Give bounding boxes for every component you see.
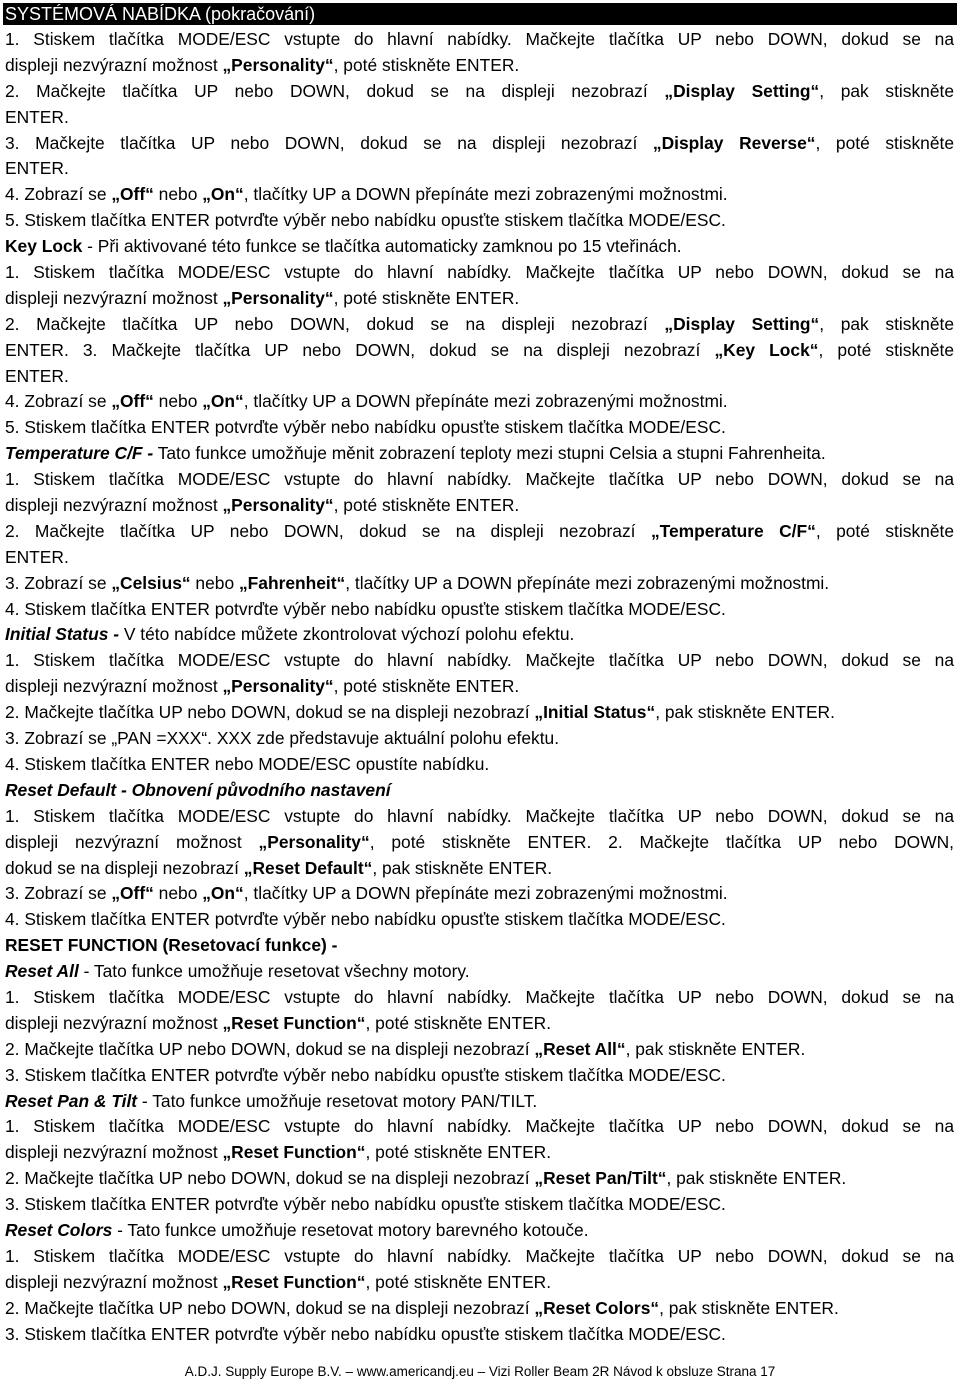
text-line [5, 389, 954, 415]
line-text: 1. Stiskem tlačítka MODE/ESC vstupte do hlavní nabídky. Mačkejte tlačítka UP nebo DOWN, dokud se na [5, 986, 954, 1007]
text-line [5, 933, 954, 959]
line-text: dokud se na displeji nezobrazí [5, 857, 244, 878]
text-line [5, 1114, 954, 1140]
text-line [5, 830, 954, 856]
line-text: nebo [153, 184, 203, 205]
line-text: 1. Stiskem tlačítka MODE/ESC vstupte do hlavní nabídky. Mačkejte tlačítka UP nebo DOWN, dokud se na [5, 29, 954, 49]
text-line [5, 1037, 954, 1063]
line-text: 3. Zobrazí se [5, 883, 112, 904]
emphasis-text: Reset All [5, 961, 79, 982]
text-line [5, 1063, 954, 1089]
emphasis-text: „Off“ [111, 883, 154, 904]
line-text: , pak stiskněte [819, 80, 954, 101]
line-text: - Při aktivované této funkce se tlačítka automaticky zamknou po 15 vteřinách. [82, 236, 682, 257]
emphasis-text: „Temperature C/F“ [650, 520, 816, 541]
text-line [5, 1218, 954, 1244]
line-text: 4. Stiskem tlačítka ENTER potvrďte výběr nebo nabídku opusťte stiskem tlačítka MODE/ESC. [5, 909, 726, 930]
line-text: displeji nezvýrazní možnost [5, 1271, 223, 1292]
emphasis-text: Reset Colors [5, 1219, 113, 1240]
line-text: displeji nezvýrazní možnost [5, 287, 223, 308]
line-text: - Tato funkce umožňuje resetovat motory PAN/TILT. [137, 1090, 538, 1111]
text-line [5, 415, 954, 441]
emphasis-text: „Personality“ [258, 831, 370, 852]
line-text: displeji nezvýrazní možnost [5, 54, 223, 75]
text-line [5, 1140, 954, 1166]
line-text: V této nabídce můžete zkontrolovat výchozí polohu efektu. [119, 624, 575, 645]
line-text: 2. Mačkejte tlačítka UP nebo DOWN, dokud se na displeji nezobrazí [5, 1297, 535, 1318]
emphasis-text: „Reset Function“ [222, 1012, 366, 1033]
text-line [5, 1192, 954, 1218]
line-text: nebo [190, 572, 239, 593]
line-text: , poté stiskněte ENTER. [333, 495, 520, 516]
text-line [5, 881, 954, 907]
emphasis-text: „Key Lock“ [714, 339, 819, 360]
line-text: , pak stiskněte ENTER. [666, 1168, 847, 1189]
text-line [5, 1296, 954, 1322]
text-line [5, 338, 954, 364]
line-text: 4. Stiskem tlačítka ENTER potvrďte výběr nebo nabídku opusťte stiskem tlačítka MODE/ESC. [5, 598, 726, 619]
emphasis-text: „Personality“ [222, 676, 334, 697]
line-text: , pak stiskněte ENTER. [659, 1297, 839, 1318]
text-line [5, 27, 954, 53]
text-line [5, 105, 954, 131]
line-text: displeji nezvýrazní možnost [5, 1012, 223, 1033]
line-text: 2. Mačkejte tlačítka UP nebo DOWN, dokud se na displeji nezobrazí [5, 1038, 535, 1059]
line-text: 5. Stiskem tlačítka ENTER potvrďte výběr nebo nabídku opusťte stiskem tlačítka MODE/ESC. [5, 210, 726, 231]
text-line [5, 312, 954, 338]
line-text: 3. Zobrazí se [5, 572, 112, 593]
emphasis-text: „Personality“ [222, 495, 334, 516]
footer-text: A.D.J. Supply Europe B.V. – www.americandj.eu – Vizi Roller Beam 2R Návod k obsluze Strana 17 [184, 1364, 776, 1379]
text-line [5, 752, 954, 778]
line-text: 2. Mačkejte tlačítka UP nebo DOWN, dokud se na displeji nezobrazí [5, 1168, 535, 1189]
line-text: , tlačítky UP a DOWN přepínáte mezi zobrazenými možnostmi. [345, 572, 830, 593]
emphasis-text: „Fahrenheit“ [238, 572, 346, 593]
text-line [5, 519, 954, 545]
document-body [5, 27, 954, 1347]
line-text: , poté stiskněte ENTER. [333, 676, 520, 697]
line-text: 3. Mačkejte tlačítka UP nebo DOWN, dokud se na displeji nezobrazí [5, 132, 653, 153]
text-line [5, 1166, 954, 1192]
line-text: 2. Mačkejte tlačítka UP nebo DOWN, dokud se na displeji nezobrazí [5, 313, 665, 334]
line-text: 5. Stiskem tlačítka ENTER potvrďte výběr nebo nabídku opusťte stiskem tlačítka MODE/ESC. [5, 417, 726, 438]
text-line [5, 260, 954, 286]
line-text: 4. Stiskem tlačítka ENTER nebo MODE/ESC opustíte nabídku. [5, 753, 490, 774]
text-line [5, 53, 954, 79]
line-text: displeji nezvýrazní možnost [5, 831, 259, 852]
emphasis-text: „Off“ [111, 391, 154, 412]
emphasis-text: „Display Setting“ [664, 80, 820, 101]
line-text: 1. Stiskem tlačítka MODE/ESC vstupte do hlavní nabídky. Mačkejte tlačítka UP nebo DOWN, dokud se na [5, 1116, 954, 1137]
line-text: displeji nezvýrazní možnost [5, 495, 223, 516]
text-line [5, 1244, 954, 1270]
line-text: ENTER. 3. Mačkejte tlačítka UP nebo DOWN, dokud se na displeji nezobrazí [5, 339, 715, 360]
text-line [5, 234, 954, 260]
line-text: 3. Stiskem tlačítka ENTER potvrďte výběr nebo nabídku opusťte stiskem tlačítka MODE/ESC. [5, 1323, 726, 1344]
line-text: , pak stiskněte ENTER. [372, 857, 553, 878]
emphasis-text: „Display Reverse“ [652, 132, 816, 153]
line-text: , poté stiskněte [815, 520, 954, 541]
line-text: ENTER. [5, 158, 69, 179]
text-line [5, 208, 954, 234]
text-line [5, 467, 954, 493]
emphasis-text: Reset Default - Obnovení původního nastavení [5, 779, 391, 800]
text-line [5, 700, 954, 726]
text-line [5, 907, 954, 933]
emphasis-text: „Reset Colors“ [534, 1297, 660, 1318]
line-text: 3. Stiskem tlačítka ENTER potvrďte výběr nebo nabídku opusťte stiskem tlačítka MODE/ESC. [5, 1064, 726, 1085]
line-text: 1. Stiskem tlačítka MODE/ESC vstupte do hlavní nabídky. Mačkejte tlačítka UP nebo DOWN, dokud se na [5, 650, 954, 671]
text-line [5, 726, 954, 752]
text-line [5, 985, 954, 1011]
line-text: , poté stiskněte [818, 339, 954, 360]
line-text: , pak stiskněte ENTER. [625, 1038, 806, 1059]
line-text: 3. Stiskem tlačítka ENTER potvrďte výběr nebo nabídku opusťte stiskem tlačítka MODE/ESC. [5, 1194, 726, 1215]
line-text: 1. Stiskem tlačítka MODE/ESC vstupte do hlavní nabídky. Mačkejte tlačítka UP nebo DOWN, dokud se na [5, 262, 954, 283]
line-text: 4. Zobrazí se [5, 391, 112, 412]
emphasis-text: „Display Setting“ [664, 313, 820, 334]
line-text: , poté stiskněte ENTER. [365, 1012, 552, 1033]
line-text: 1. Stiskem tlačítka MODE/ESC vstupte do hlavní nabídky. Mačkejte tlačítka UP nebo DOWN, dokud se na [5, 469, 954, 490]
text-line [5, 441, 954, 467]
line-text: ENTER. [5, 106, 69, 127]
emphasis-text: „Personality“ [222, 54, 334, 75]
emphasis-text: Reset Pan & Tilt [5, 1090, 138, 1111]
line-text: 3. Zobrazí se „PAN =XXX“. XXX zde představuje aktuální polohu efektu. [5, 728, 560, 749]
line-text: nebo [153, 391, 203, 412]
text-line [5, 674, 954, 700]
line-text: - Tato funkce umožňuje resetovat všechny motory. [78, 961, 470, 982]
line-text: 4. Zobrazí se [5, 184, 112, 205]
line-text: Tato funkce umožňuje měnit zobrazení teploty mezi stupni Celsia a stupni Fahrenheita. [153, 443, 826, 464]
text-line [5, 79, 954, 105]
text-line [5, 182, 954, 208]
emphasis-text: „Initial Status“ [534, 702, 656, 723]
emphasis-text: „Off“ [111, 184, 154, 205]
line-text: , poté stiskněte ENTER. [333, 287, 520, 308]
text-line [5, 622, 954, 648]
emphasis-text: „On“ [202, 184, 244, 205]
text-line [5, 856, 954, 882]
line-text: , poté stiskněte ENTER. [365, 1142, 552, 1163]
line-text: 1. Stiskem tlačítka MODE/ESC vstupte do hlavní nabídky. Mačkejte tlačítka UP nebo DOWN, dokud se na [5, 805, 954, 826]
line-text: displeji nezvýrazní možnost [5, 676, 223, 697]
text-line [5, 597, 954, 623]
text-line [5, 1270, 954, 1296]
text-line [5, 364, 954, 390]
section-header-bar [3, 3, 957, 25]
emphasis-text: Temperature C/F - [5, 443, 154, 464]
emphasis-text: „Reset Function“ [222, 1142, 366, 1163]
text-line [5, 1011, 954, 1037]
line-text: , tlačítky UP a DOWN přepínáte mezi zobrazenými možnostmi. [243, 184, 728, 205]
line-text: - Tato funkce umožňuje resetovat motory barevného kotouče. [112, 1219, 589, 1240]
emphasis-text: „On“ [202, 883, 244, 904]
line-text: , tlačítky UP a DOWN přepínáte mezi zobrazenými možnostmi. [243, 883, 728, 904]
line-text: ENTER. [5, 365, 69, 386]
line-text: 1. Stiskem tlačítka MODE/ESC vstupte do hlavní nabídky. Mačkejte tlačítka UP nebo DOWN, dokud se na [5, 1245, 954, 1266]
emphasis-text: „Reset Pan/Tilt“ [534, 1168, 667, 1189]
text-line [5, 804, 954, 830]
line-text: , poté stiskněte ENTER. [333, 54, 520, 75]
line-text: , poté stiskněte ENTER. 2. Mačkejte tlačítka UP nebo DOWN, [369, 831, 954, 852]
emphasis-text: „Reset Default“ [243, 857, 373, 878]
line-text: , pak stiskněte ENTER. [655, 702, 835, 723]
text-line [5, 156, 954, 182]
text-line [5, 1089, 954, 1115]
line-text: , poté stiskněte [815, 132, 954, 153]
text-line [5, 959, 954, 985]
line-text: , pak stiskněte [819, 313, 954, 334]
section-title: SYSTÉMOVÁ NABÍDKA (pokračování) [5, 4, 316, 24]
line-text: 2. Mačkejte tlačítka UP nebo DOWN, dokud se na displeji nezobrazí [5, 80, 665, 101]
emphasis-text: „Celsius“ [111, 572, 191, 593]
line-text: , poté stiskněte ENTER. [365, 1271, 552, 1292]
emphasis-text: Initial Status - [5, 624, 120, 645]
emphasis-text: „Personality“ [222, 287, 334, 308]
text-line [5, 1322, 954, 1348]
line-text: displeji nezvýrazní možnost [5, 1142, 223, 1163]
text-line [5, 286, 954, 312]
text-line [5, 545, 954, 571]
page-footer [0, 1362, 960, 1382]
text-line [5, 131, 954, 157]
text-line [5, 648, 954, 674]
line-text: ENTER. [5, 546, 69, 567]
line-text: 2. Mačkejte tlačítka UP nebo DOWN, dokud se na displeji nezobrazí [5, 702, 535, 723]
emphasis-text: „Reset Function“ [222, 1271, 366, 1292]
text-line [5, 493, 954, 519]
text-line [5, 571, 954, 597]
line-text: 2. Mačkejte tlačítka UP nebo DOWN, dokud se na displeji nezobrazí [5, 520, 651, 541]
emphasis-text: Key Lock [5, 236, 83, 257]
line-text: , tlačítky UP a DOWN přepínáte mezi zobrazenými možnostmi. [243, 391, 728, 412]
emphasis-text: „On“ [202, 391, 244, 412]
line-text: nebo [153, 883, 203, 904]
emphasis-text: „Reset All“ [534, 1038, 626, 1059]
text-line [5, 778, 954, 804]
emphasis-text: RESET FUNCTION (Resetovací funkce) - [5, 935, 338, 956]
